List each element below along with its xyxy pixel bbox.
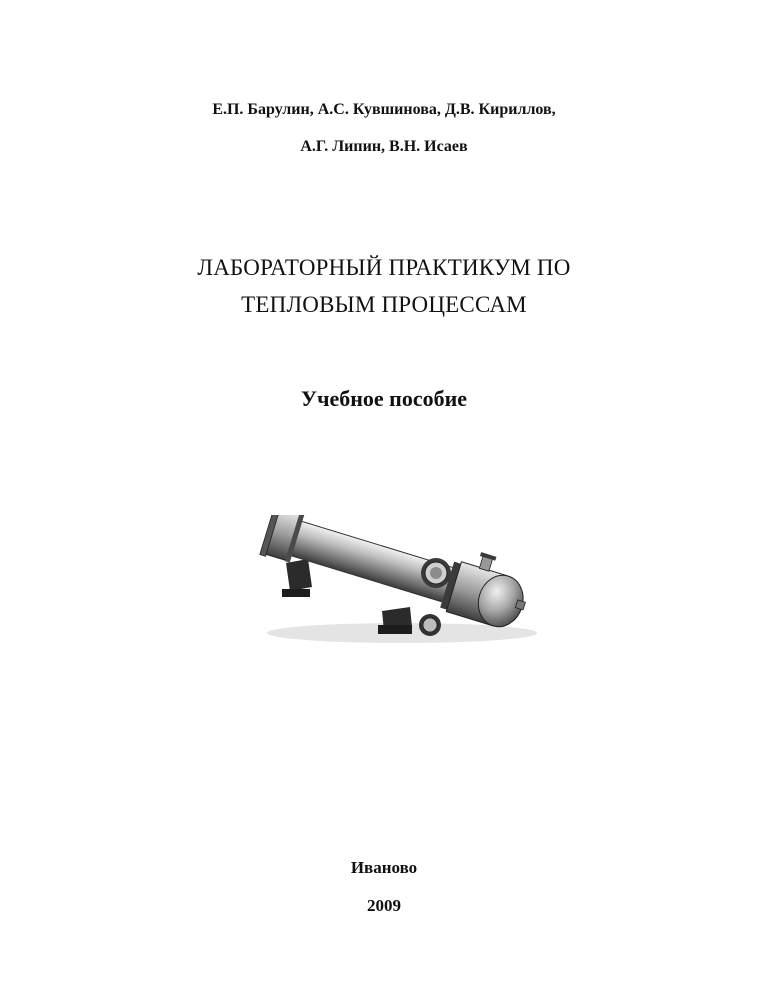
subtitle: Учебное пособие — [300, 386, 468, 411]
authors-line-1: Е.П. Барулин, А.С. Кувшинова, Д.В. Кириллов, — [212, 101, 556, 118]
shell-and-tube-heat-exchanger-icon — [252, 515, 542, 650]
bottom-nozzle — [419, 614, 441, 636]
manway-flange — [421, 558, 451, 588]
authors-line-2: А.Г. Липин, В.Н. Исаев — [300, 138, 468, 155]
title-line-1: ЛАБОРАТОРНЫЙ ПРАКТИКУМ ПО — [197, 255, 571, 280]
support-right — [378, 607, 412, 634]
support-left — [282, 559, 312, 597]
title-line-2: ТЕПЛОВЫМ ПРОЦЕССАМ — [241, 292, 527, 317]
publication-year: 2009 — [367, 896, 401, 915]
publication-city: Иваново — [350, 858, 418, 877]
